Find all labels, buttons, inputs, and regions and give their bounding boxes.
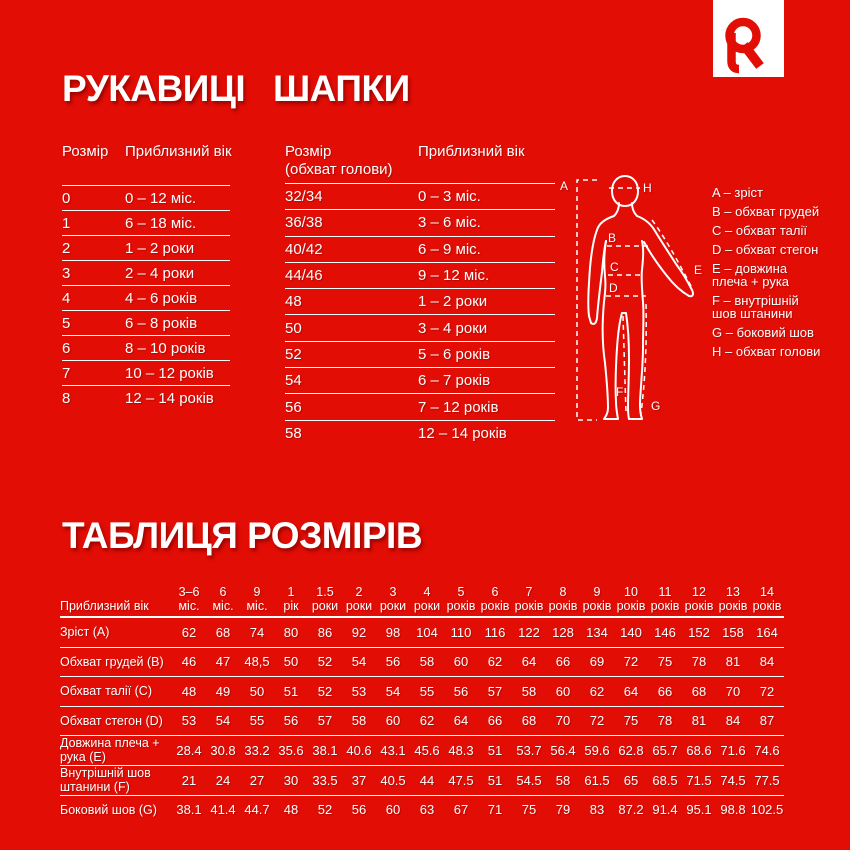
row-label: Обхват талії (C) [60, 684, 152, 699]
value-cell: 110 [450, 624, 472, 640]
age-unit: міс. [178, 599, 200, 613]
value-cell: 57 [487, 683, 503, 699]
size-table-body [60, 618, 784, 824]
hats-size-header-line1: Розмір [285, 143, 332, 160]
age-number: 11 [658, 585, 672, 599]
table-row [62, 185, 230, 210]
value-cell: 40.5 [380, 772, 406, 788]
value-cell: 64 [521, 654, 537, 670]
measurement-legend [712, 186, 824, 364]
value-cell: 52 [317, 683, 333, 699]
size-cell: 40/42 [285, 240, 323, 258]
value-cell: 98 [385, 624, 401, 640]
age-cell: 9 – 12 міс. [418, 267, 490, 285]
age-number: 7 [525, 585, 533, 599]
value-cell: 75 [623, 713, 639, 729]
row-values [172, 654, 784, 669]
value-cell: 70 [725, 683, 741, 699]
age-column-header [648, 585, 682, 613]
value-cell: 64 [623, 683, 639, 699]
value-cell: 33.2 [244, 742, 270, 758]
value-cell: 43.1 [380, 742, 406, 758]
row-values [172, 743, 784, 758]
age-column-header [546, 585, 580, 613]
value-cell: 98.8 [720, 802, 746, 818]
age-cell: 1 – 2 роки [125, 239, 195, 257]
value-cell: 72 [759, 683, 775, 699]
value-cell: 58 [351, 713, 367, 729]
value-cell: 71.5 [686, 772, 712, 788]
table-row [285, 420, 555, 446]
value-cell: 65 [623, 772, 639, 788]
value-cell: 62 [487, 654, 503, 670]
age-cell: 0 – 12 міс. [125, 189, 197, 207]
value-cell: 47.5 [448, 772, 474, 788]
table-row [285, 262, 555, 288]
row-label: Довжина плеча + рука (E) [60, 736, 160, 765]
age-number: 2 [355, 585, 363, 599]
value-cell: 54.5 [516, 772, 542, 788]
age-number: 14 [760, 585, 774, 599]
value-cell: 75 [521, 802, 537, 818]
table-row [62, 210, 230, 235]
mittens-table [62, 185, 230, 410]
value-cell: 38.1 [176, 802, 202, 818]
value-cell: 30 [283, 772, 299, 788]
value-cell: 44 [419, 772, 435, 788]
value-cell: 116 [484, 624, 506, 640]
value-cell: 140 [620, 624, 642, 640]
legend-item: D – обхват стегон [712, 242, 819, 257]
age-unit: міс. [246, 599, 268, 613]
value-cell: 44.7 [244, 802, 270, 818]
value-cell: 28.4 [176, 742, 202, 758]
hats-title: ШАПКИ [273, 68, 410, 109]
age-column-header [580, 585, 614, 613]
value-cell: 56 [453, 683, 469, 699]
value-cell: 66 [487, 713, 503, 729]
value-cell: 86 [317, 624, 333, 640]
age-unit: рік [283, 599, 299, 613]
age-cell: 6 – 8 років [125, 314, 198, 332]
age-cell: 2 – 4 роки [125, 264, 195, 282]
value-cell: 51 [487, 772, 503, 788]
row-label: Боковий шов (G) [60, 802, 157, 817]
table-row [285, 236, 555, 262]
value-cell: 62 [181, 624, 197, 640]
size-cell: 36/38 [285, 214, 323, 232]
figure-right-torso [642, 241, 644, 302]
table-row [60, 677, 784, 707]
reserved-r-logo-icon [713, 0, 784, 77]
value-cell: 54 [385, 683, 401, 699]
value-cell: 54 [351, 654, 367, 670]
value-cell: 84 [759, 654, 775, 670]
value-cell: 54 [215, 713, 231, 729]
value-cell: 74.5 [720, 772, 746, 788]
value-cell: 35.6 [278, 742, 304, 758]
value-cell: 30.8 [210, 742, 236, 758]
value-cell: 53 [351, 683, 367, 699]
value-cell: 47 [215, 654, 231, 670]
age-column-header [376, 585, 410, 613]
legend-item: G – боковий шов [712, 325, 814, 340]
value-cell: 57 [317, 713, 333, 729]
legend-item: C – обхват талії [712, 223, 807, 238]
legend-item: H – обхват голови [712, 344, 821, 359]
value-cell: 104 [416, 624, 438, 640]
age-unit: міс. [212, 599, 234, 613]
age-unit: років [514, 599, 544, 613]
mittens-size-column-header: Розмір [62, 143, 109, 160]
age-cell: 8 – 10 років [125, 339, 206, 357]
age-number: 13 [726, 585, 740, 599]
value-cell: 87.2 [618, 802, 644, 818]
age-cell: 5 – 6 років [418, 345, 491, 363]
row-label: Зріст (A) [60, 625, 110, 640]
table-row [60, 736, 784, 766]
age-unit: роки [379, 599, 407, 613]
table-row [60, 707, 784, 737]
legend-item: B – обхват грудей [712, 204, 820, 219]
age-cell: 0 – 3 міс. [418, 188, 481, 206]
row-values [172, 684, 784, 699]
table-row [285, 367, 555, 393]
value-cell: 65.7 [652, 742, 678, 758]
label-g: G [651, 399, 661, 413]
value-cell: 52 [317, 654, 333, 670]
value-cell: 63 [419, 802, 435, 818]
value-cell: 48.3 [448, 742, 474, 758]
value-cell: 50 [283, 654, 299, 670]
value-cell: 56 [283, 713, 299, 729]
value-cell: 59.6 [584, 742, 610, 758]
age-number: 6 [219, 585, 227, 599]
value-cell: 95.1 [686, 802, 712, 818]
size-cell: 58 [285, 424, 302, 442]
age-cell: 7 – 12 років [418, 398, 499, 416]
size-cell: 3 [62, 264, 71, 282]
value-cell: 164 [756, 624, 778, 640]
value-cell: 68 [691, 683, 707, 699]
value-cell: 56 [385, 654, 401, 670]
age-number: 4 [423, 585, 431, 599]
hats-table [285, 183, 555, 446]
age-number: 5 [457, 585, 465, 599]
row-label: Обхват стегон (D) [60, 713, 163, 728]
table-row [62, 285, 230, 310]
value-cell: 146 [654, 624, 676, 640]
value-cell: 91.4 [652, 802, 678, 818]
age-unit: років [684, 599, 714, 613]
value-cell: 78 [691, 654, 707, 670]
age-cell: 12 – 14 років [418, 424, 507, 442]
value-cell: 46 [181, 654, 197, 670]
age-column-header [410, 585, 444, 613]
row-values [172, 713, 784, 728]
age-cell: 6 – 7 років [418, 372, 491, 390]
size-cell: 54 [285, 372, 302, 390]
arm-line-e [652, 220, 692, 288]
table-row [285, 183, 555, 209]
value-cell: 81 [691, 713, 707, 729]
value-cell: 78 [657, 713, 673, 729]
size-cell: 56 [285, 398, 302, 416]
age-unit: років [446, 599, 476, 613]
size-cell: 2 [62, 239, 71, 257]
value-cell: 158 [722, 624, 744, 640]
row-values [172, 802, 784, 817]
value-cell: 51 [487, 742, 503, 758]
label-f: F [616, 385, 624, 399]
age-column-header [240, 585, 274, 613]
age-column-header [512, 585, 546, 613]
size-cell: 48 [285, 293, 302, 311]
table-row [60, 796, 784, 825]
value-cell: 87 [759, 713, 775, 729]
value-cell: 71 [487, 802, 503, 818]
value-cell: 102.5 [750, 802, 784, 818]
value-cell: 52 [317, 802, 333, 818]
value-cell: 24 [215, 772, 231, 788]
age-number: 12 [692, 585, 706, 599]
age-unit: років [582, 599, 612, 613]
table-row [60, 648, 784, 678]
age-unit: роки [413, 599, 441, 613]
hats-size-column-header [285, 143, 393, 178]
age-unit: років [718, 599, 748, 613]
age-number: 1 [287, 585, 295, 599]
age-cell: 10 – 12 років [125, 364, 214, 382]
body-measurement-diagram [552, 158, 704, 458]
value-cell: 128 [552, 624, 574, 640]
value-cell: 38.1 [312, 742, 338, 758]
value-cell: 62 [419, 713, 435, 729]
value-cell: 55 [249, 713, 265, 729]
size-table [60, 581, 784, 824]
value-cell: 58 [419, 654, 435, 670]
label-b: B [608, 231, 617, 245]
legend-item: A – зріст [712, 185, 763, 200]
size-cell: 50 [285, 319, 302, 337]
value-cell: 67 [453, 802, 469, 818]
legend-item: E – довжина плеча + рука [712, 261, 790, 289]
age-cell: 3 – 6 міс. [418, 214, 481, 232]
mittens-age-column-header: Приблизний вік [125, 143, 232, 160]
table-row [62, 235, 230, 260]
age-cell: 1 – 2 роки [418, 293, 488, 311]
table-row [62, 260, 230, 285]
size-table-title: ТАБЛИЦЯ РОЗМІРІВ [62, 515, 423, 556]
value-cell: 48 [181, 683, 197, 699]
value-cell: 66 [657, 683, 673, 699]
age-number: 9 [593, 585, 601, 599]
size-cell: 1 [62, 214, 71, 232]
age-unit: років [548, 599, 578, 613]
table-row [62, 310, 230, 335]
row-label: Обхват грудей (B) [60, 654, 164, 669]
value-cell: 92 [351, 624, 367, 640]
age-unit: років [616, 599, 646, 613]
size-table-header-row [60, 581, 784, 618]
size-cell: 7 [62, 364, 71, 382]
value-cell: 152 [688, 624, 710, 640]
figure-head [612, 176, 638, 206]
value-cell: 58 [555, 772, 571, 788]
value-cell: 72 [589, 713, 605, 729]
age-column-header [274, 585, 308, 613]
table-row [60, 618, 784, 648]
age-number: 1.5 [316, 585, 334, 599]
row-values [172, 625, 784, 640]
height-line-a [577, 180, 597, 420]
value-cell: 51 [283, 683, 299, 699]
inseam-line-f [623, 316, 626, 412]
value-cell: 48 [283, 802, 299, 818]
value-cell: 49 [215, 683, 231, 699]
table-row [285, 393, 555, 419]
row-values [172, 773, 784, 788]
table-row [60, 766, 784, 796]
age-number: 8 [559, 585, 567, 599]
age-cell: 3 – 4 роки [418, 319, 488, 337]
value-cell: 60 [385, 713, 401, 729]
value-cell: 80 [283, 624, 299, 640]
value-cell: 53 [181, 713, 197, 729]
value-cell: 60 [555, 683, 571, 699]
value-cell: 21 [181, 772, 197, 788]
hats-size-header-line2: (обхват голови) [285, 160, 393, 178]
age-unit: років [480, 599, 510, 613]
value-cell: 77.5 [754, 772, 780, 788]
age-number: 3 [389, 585, 397, 599]
value-cell: 74 [249, 624, 265, 640]
value-cell: 69 [589, 654, 605, 670]
value-cell: 68.6 [686, 742, 712, 758]
age-cell: 6 – 18 міс. [125, 214, 197, 232]
age-unit: роки [311, 599, 339, 613]
value-cell: 68 [215, 624, 231, 640]
value-cell: 33.5 [312, 772, 338, 788]
value-cell: 68 [521, 713, 537, 729]
value-cell: 55 [419, 683, 435, 699]
value-cell: 58 [521, 683, 537, 699]
label-c: C [610, 260, 619, 274]
age-column-header [206, 585, 240, 613]
table-row [62, 335, 230, 360]
value-cell: 134 [586, 624, 608, 640]
age-cell: 4 – 6 років [125, 289, 198, 307]
value-cell: 70 [555, 713, 571, 729]
value-cell: 40.6 [346, 742, 372, 758]
value-cell: 72 [623, 654, 639, 670]
value-cell: 37 [351, 772, 367, 788]
size-cell: 0 [62, 189, 71, 207]
age-column-header [172, 585, 206, 613]
label-h: H [643, 181, 652, 195]
size-cell: 32/34 [285, 188, 323, 206]
value-cell: 74.6 [754, 742, 780, 758]
value-cell: 48,5 [244, 654, 270, 670]
label-e: E [694, 263, 703, 277]
table-row [285, 314, 555, 340]
age-column-header [716, 585, 750, 613]
age-column-header [478, 585, 512, 613]
value-cell: 62 [589, 683, 605, 699]
size-cell: 4 [62, 289, 71, 307]
value-cell: 75 [657, 654, 673, 670]
age-column-header [682, 585, 716, 613]
row-label: Внутрішній шов штанини (F) [60, 765, 151, 795]
age-header-label: Приблизний вік [60, 598, 149, 613]
age-cell: 6 – 9 міс. [418, 240, 481, 258]
age-unit: років [650, 599, 680, 613]
label-a: A [560, 179, 569, 193]
size-cell: 6 [62, 339, 71, 357]
table-row [285, 209, 555, 235]
value-cell: 56 [351, 802, 367, 818]
brand-logo [713, 0, 784, 77]
value-cell: 53.7 [516, 742, 542, 758]
value-cell: 64 [453, 713, 469, 729]
value-cell: 56.4 [550, 742, 576, 758]
hats-age-column-header: Приблизний вік [418, 143, 525, 160]
size-cell: 44/46 [285, 267, 323, 285]
age-column-header [308, 585, 342, 613]
value-cell: 84 [725, 713, 741, 729]
age-column-header [614, 585, 648, 613]
table-row [62, 385, 230, 410]
value-cell: 61.5 [584, 772, 610, 788]
size-cell: 52 [285, 345, 302, 363]
label-d: D [609, 281, 618, 295]
age-column-header [750, 585, 784, 613]
value-cell: 41.4 [210, 802, 236, 818]
age-number: 10 [624, 585, 638, 599]
value-cell: 68.5 [652, 772, 678, 788]
legend-item: F – внутрішній шов штанини [712, 293, 799, 321]
value-cell: 60 [453, 654, 469, 670]
age-number: 6 [491, 585, 499, 599]
size-cell: 8 [62, 389, 71, 407]
age-number: 9 [253, 585, 261, 599]
age-column-header [342, 585, 376, 613]
age-number: 3–6 [178, 585, 200, 599]
value-cell: 71.6 [720, 742, 746, 758]
table-row [62, 360, 230, 385]
age-column-headers [172, 585, 784, 613]
value-cell: 45.6 [414, 742, 440, 758]
value-cell: 81 [725, 654, 741, 670]
value-cell: 60 [385, 802, 401, 818]
value-cell: 83 [589, 802, 605, 818]
age-unit: років [752, 599, 782, 613]
age-column-header [444, 585, 478, 613]
age-unit: роки [345, 599, 373, 613]
value-cell: 50 [249, 683, 265, 699]
table-row [285, 288, 555, 314]
age-cell: 12 – 14 років [125, 389, 214, 407]
mittens-title: РУКАВИЦІ [62, 68, 246, 109]
table-row [285, 341, 555, 367]
size-cell: 5 [62, 314, 71, 332]
value-cell: 62.8 [618, 742, 644, 758]
value-cell: 122 [518, 624, 540, 640]
value-cell: 66 [555, 654, 571, 670]
value-cell: 79 [555, 802, 571, 818]
value-cell: 27 [249, 772, 265, 788]
